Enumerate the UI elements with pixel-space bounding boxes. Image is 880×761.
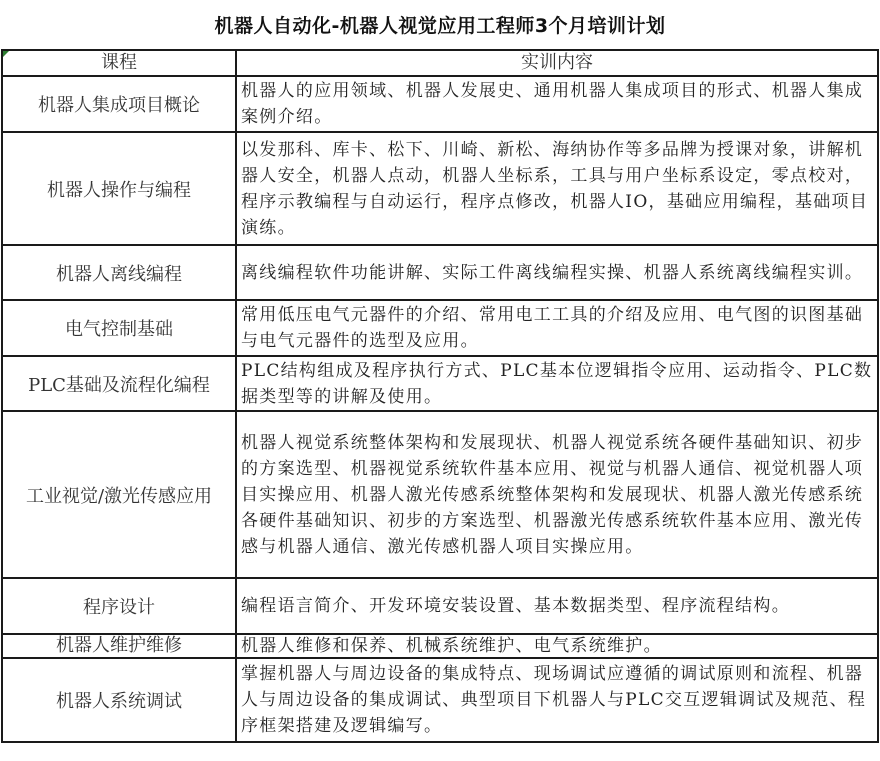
table-header-row (2, 50, 878, 76)
column-header-course (2, 50, 236, 76)
table-row (2, 132, 878, 245)
content-cell: 掌握机器人与周边设备的集成特点、现场调试应遵循的调试原则和流程、机器人与周边设备的集成调试、典型项目下机器人与PLC交互逻辑调试及规范、程序框架搭建及逻辑编写。 (236, 658, 878, 742)
course-cell: 程序设计 (2, 578, 236, 634)
content-cell: 离线编程软件功能讲解、实际工件离线编程实操、机器人系统离线编程实训。 (236, 245, 878, 300)
content-cell: 机器人视觉系统整体架构和发展现状、机器人视觉系统各硬件基础知识、初步的方案选型、机器视觉系统软件基本应用、视觉与机器人通信、视觉机器人项目实操应用、机器人激光传感系统整体架构和发展现状、机器人激光传感系统各硬件基础知识、初步的方案选型、机器激光传感系统软件基本应用、激光传感与机器人通信、激光传感机器人项目实操应用。 (236, 411, 878, 578)
table-row (2, 634, 878, 658)
content-cell: 常用低压电气元器件的介绍、常用电工工具的介绍及应用、电气图的识图基础与电气元器件的选型及应用。 (236, 300, 878, 356)
content-cell: PLC结构组成及程序执行方式、PLC基本位逻辑指令应用、运动指令、PLC数据类型等的讲解及使用。 (236, 356, 878, 411)
table-row (2, 76, 878, 132)
course-cell: 电气控制基础 (2, 300, 236, 356)
course-cell: 机器人离线编程 (2, 245, 236, 300)
course-cell: 机器人集成项目概论 (2, 76, 236, 132)
course-cell: 机器人系统调试 (2, 658, 236, 742)
course-cell: 机器人维护维修 (2, 634, 236, 658)
column-header-content: 实训内容 (236, 50, 878, 76)
table-row (2, 300, 878, 356)
table-row (2, 245, 878, 300)
course-cell: 机器人操作与编程 (2, 132, 236, 245)
training-plan-table (1, 49, 879, 743)
course-cell: PLC基础及流程化编程 (2, 356, 236, 411)
content-cell: 机器人的应用领域、机器人发展史、通用机器人集成项目的形式、机器人集成案例介绍。 (236, 76, 878, 132)
document-title: 机器人自动化-机器人视觉应用工程师3个月培训计划 (214, 15, 666, 37)
cell-marker-icon (3, 51, 9, 57)
table-row (2, 658, 878, 742)
table-row (2, 578, 878, 634)
content-cell: 机器人维修和保养、机械系统维护、电气系统维护。 (236, 634, 878, 658)
course-cell: 工业视觉/激光传感应用 (2, 411, 236, 578)
content-cell: 编程语言简介、开发环境安装设置、基本数据类型、程序流程结构。 (236, 578, 878, 634)
table-row (2, 356, 878, 411)
column-header-course-label: 课程 (101, 52, 137, 73)
table-row (2, 411, 878, 578)
content-cell: 以发那科、库卡、松下、川崎、新松、海纳协作等多品牌为授课对象，讲解机器人安全，机器人点动，机器人坐标系，工具与用户坐标系设定，零点校对，程序示教编程与自动运行，程序点修改，机器人IO，基础应用编程，基础项目演练。 (236, 132, 878, 245)
